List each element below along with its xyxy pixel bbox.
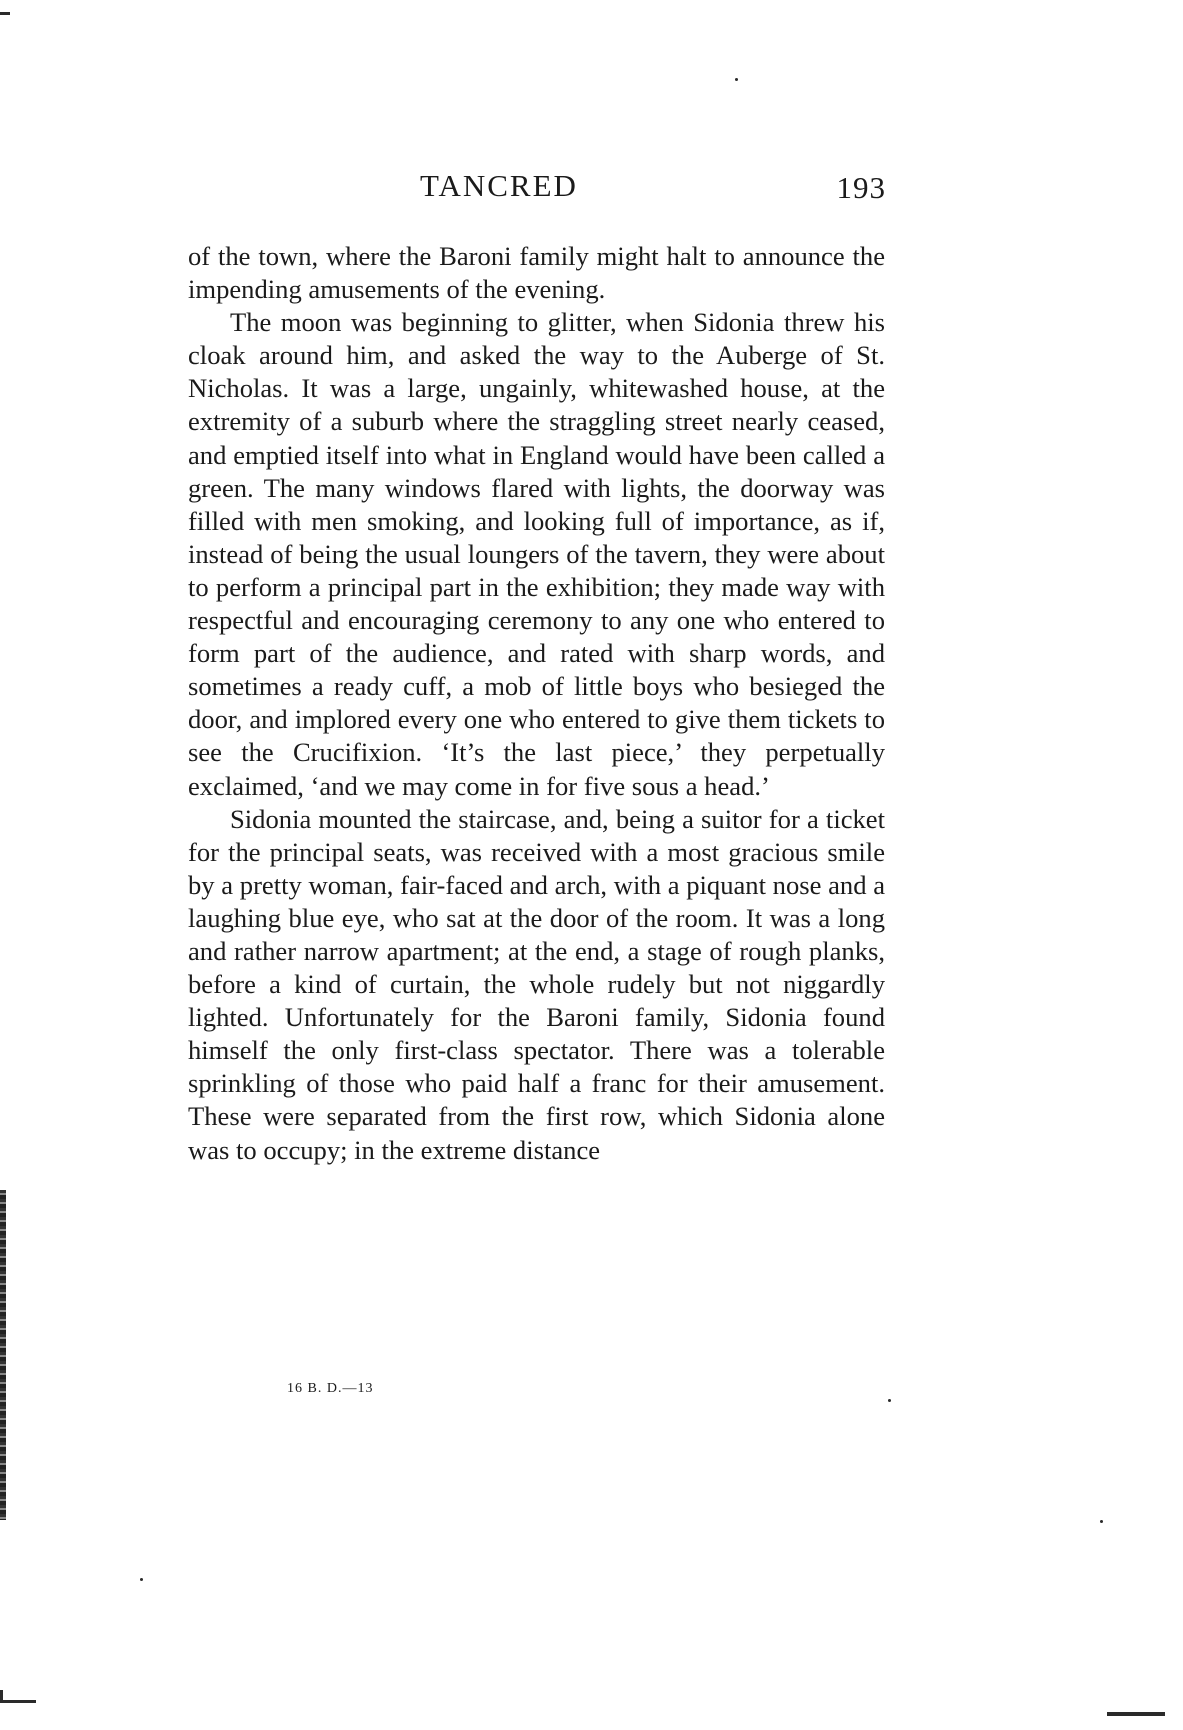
running-title: TANCRED bbox=[420, 168, 578, 203]
scan-speck bbox=[1100, 1520, 1103, 1523]
scan-artifact bbox=[0, 1700, 36, 1703]
page-number: 193 bbox=[836, 170, 886, 205]
paragraph: of the town, where the Baroni family might halt to announce the impending amusements of the evening. bbox=[188, 241, 885, 305]
scan-artifact bbox=[1107, 1712, 1165, 1716]
scan-speck bbox=[888, 1399, 891, 1402]
signature-mark: 16 B. D.—13 bbox=[287, 1381, 374, 1396]
scan-artifact bbox=[0, 12, 10, 15]
body-text bbox=[188, 240, 885, 1167]
scan-artifact bbox=[0, 1690, 3, 1702]
scan-speck bbox=[735, 78, 738, 81]
scan-edge bbox=[0, 1190, 6, 1520]
running-head bbox=[186, 168, 886, 208]
paragraph: Sidonia mounted the staircase, and, being a suitor for a ticket for the principal seats, was received with a most gracious smile by a pretty woman, fair-faced and arch, with a piquant nose and a laughing blue eye, who sat at the door of the room. It was a long and rather narrow apartment; at the end, a stage of rough planks, before a kind of curtain, the whole rudely but not niggardly lighted. Unfortunately for the Baroni family, Sidonia found himself the only first-class spectator. There was a tolerable sprinkling of those who paid half a franc for their amusement. These were separated from the first row, which Sidonia alone was to occupy; in the extreme distance bbox=[188, 803, 885, 1165]
paragraph: The moon was beginning to glitter, when Sidonia threw his cloak around him, and asked the way to the Auberge of St. Nicholas. It was a large, ungainly, whitewashed house, at the extremity of a suburb where the straggling street nearly ceased, and emptied itself into what in England would have been called a green. The many windows flared with lights, the doorway was filled with men smoking, and looking full of importance, as if, instead of being the usual loungers of the tavern, they were about to perform a principal part in the exhibition; they made way with respectful and encouraging ceremony to any one who entered to form part of the audience, and rated with sharp words, and sometimes a ready cuff, a mob of little boys who besieged the door, and implored every one who entered to give them tickets to see the Crucifixion. ‘It’s the last piece,’ they perpetually exclaimed, ‘and we may come in for five sous a head.’ bbox=[188, 307, 885, 801]
scan-speck bbox=[140, 1578, 143, 1581]
